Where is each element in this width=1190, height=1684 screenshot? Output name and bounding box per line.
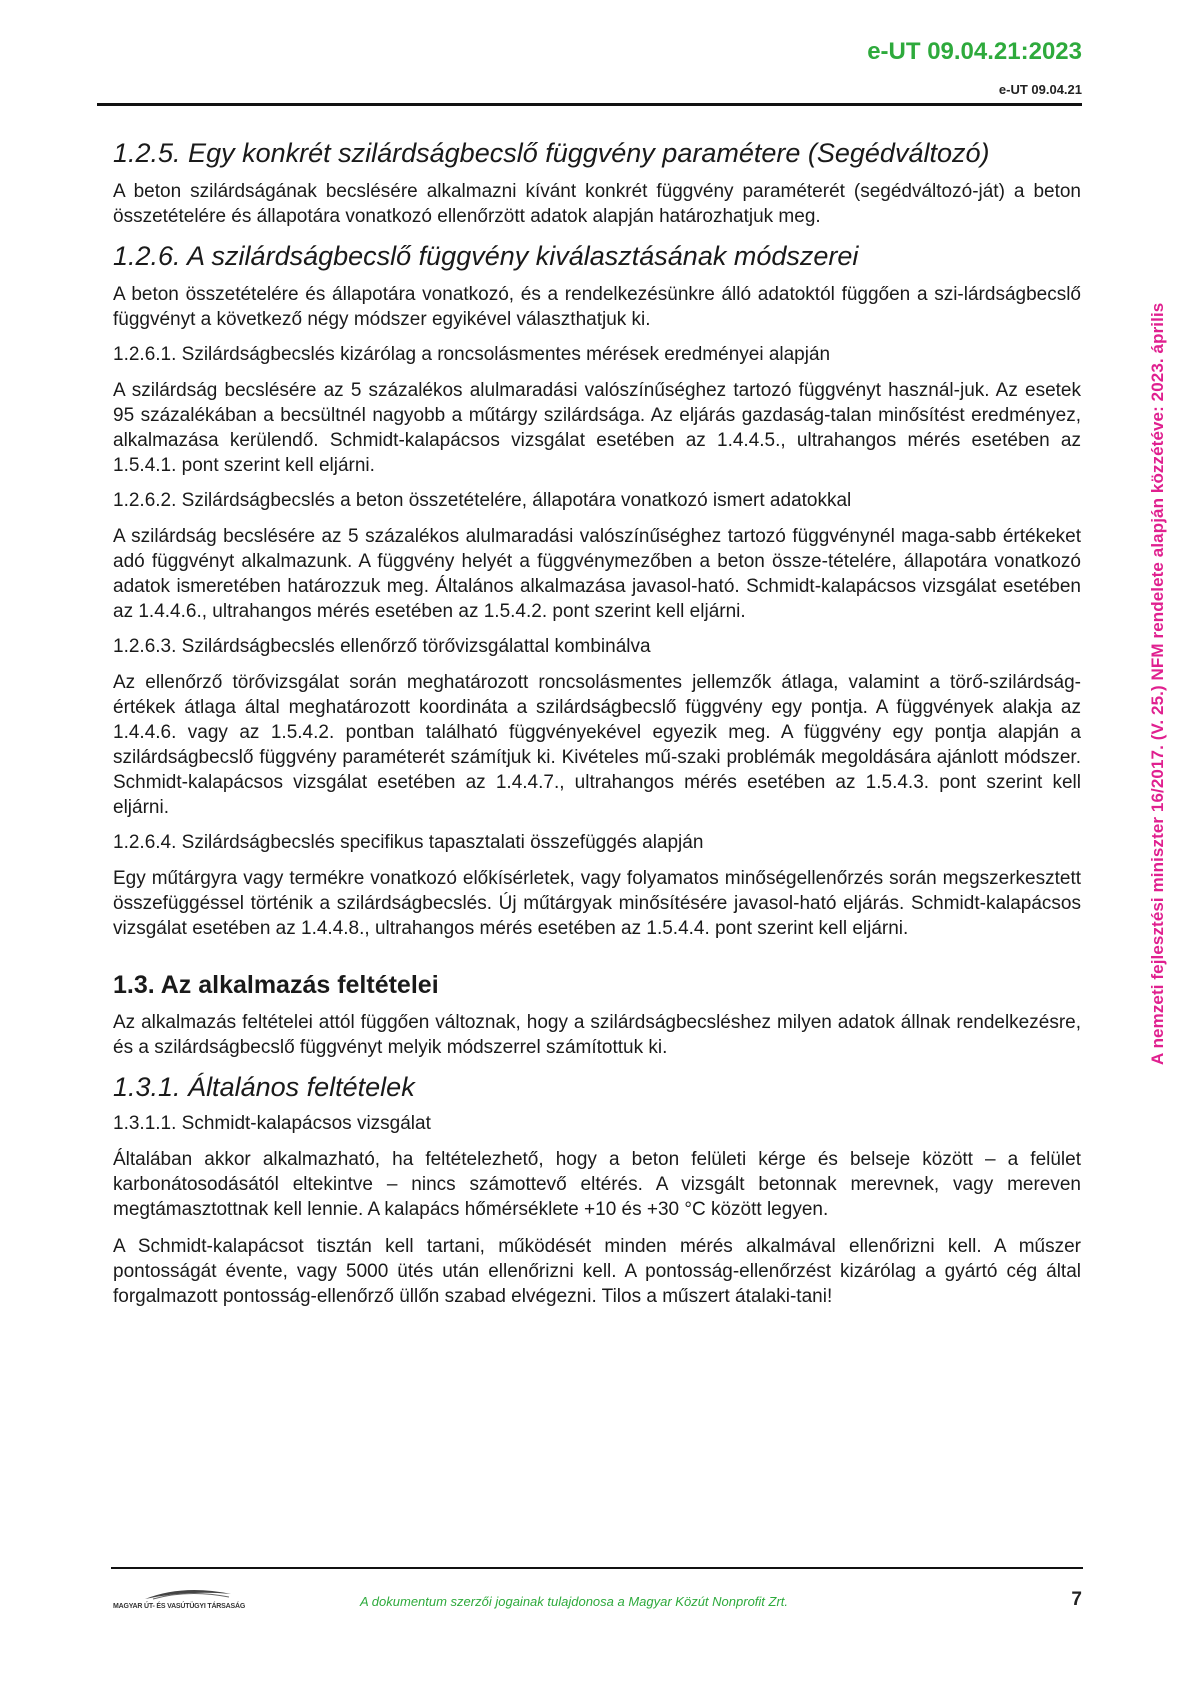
section-1-3-1-1-paragraph-2: A Schmidt-kalapácsot tisztán kell tartani, működését minden mérés alkalmával ellenőrizni kell. A műszer pontosságát évente, vagy 5000 ütés után ellenőrizni kell. A pontosság-ellenőrzést kizárólag a gyártó cég által forgalmazott pontosság-ellenőrző üllőn szabad elvégezni. Tilos a műszert átalaki-tani! xyxy=(113,1236,1081,1307)
section-1-2-6-1-paragraph: A szilárdság becslésére az 5 százalékos alulmaradási valószínűséghez tartozó függvényt használ-juk. Az esetek 95 százalékában a becsültnél nagyobb a műtárgy szilárdsága. Az eljárás gazdaság-talan minősítést eredményez, alkalmazása kerülendő. Schmidt-kalapácsos vizsgálat esetében az 1.4.4.5., ultrahangos mérés esetében az 1.5.4.1. pont szerint kell eljárni. xyxy=(113,380,1081,476)
section-1-2-6-title: 1.2.6. A szilárdságbecslő függvény kiválasztásának módszerei xyxy=(113,241,859,271)
footer-logo xyxy=(113,1588,263,1616)
section-1-3-1-1-paragraph-1: Általában akkor alkalmazható, ha feltételezhető, hogy a beton felületi kérge és belseje között – a felület karbonátosodásától eltekintve – nincs számottevő eltérés. A vizsgált betonnak merevnek, vagy mereven megtámasztottnak kell lennie. A kalapács hőmérséklete +10 és +30 °C között legyen. xyxy=(113,1149,1081,1220)
page-number: 7 xyxy=(1071,1589,1082,1610)
section-1-2-6-paragraph: A beton összetételére és állapotára vonatkozó, és a rendelkezésünkre álló adatoktól függően a szi-lárdságbecslő függvényt a következő négy módszer egyikével választhatjuk ki. xyxy=(113,284,1081,330)
footer-copyright: A dokumentum szerzői jogainak tulajdonosa a Magyar Közút Nonprofit Zrt. xyxy=(360,1594,789,1609)
header-rule xyxy=(97,103,1082,106)
section-1-2-6-3-title: 1.2.6.3. Szilárdságbecslés ellenőrző törővizsgálattal kombinálva xyxy=(113,636,651,657)
doc-code-small: e-UT 09.04.21 xyxy=(998,82,1082,97)
page-content xyxy=(113,138,1081,1321)
section-1-2-6-2-paragraph: A szilárdság becslésére az 5 százalékos alulmaradási valószínűséghez tartozó függvénynél maga-sabb értékeket adó függvényt alkalmazunk. A függvény helyét a függvénymezőben a beton össze-tételére, állapotára vonatkozó adatok ismeretében határozzuk meg. Általános alkalmazása javasol-ható. Schmidt-kalapácsos vizsgálat esetében az 1.4.4.6., ultrahangos mérés esetében az 1.5.4.2. pont szerint kell eljárni. xyxy=(113,526,1081,622)
section-1-2-6-2-title: 1.2.6.2. Szilárdságbecslés a beton összetételére, állapotára vonatkozó ismert adatokkal xyxy=(113,490,852,511)
section-1-3-1-1-title: 1.3.1.1. Schmidt-kalapácsos vizsgálat xyxy=(113,1113,431,1134)
society-logo-icon xyxy=(143,1588,233,1600)
side-publication-notice: A nemzeti fejlesztési miniszter 16/2017. (V. 25.) NFM rendelete alapján közzétéve: 2023. április xyxy=(1148,302,1167,1065)
section-1-3-title: 1.3. Az alkalmazás feltételei xyxy=(113,971,439,999)
section-1-2-5-title: 1.2.5. Egy konkrét szilárdságbecslő függvény paramétere (Segédváltozó) xyxy=(113,138,990,168)
section-1-2-6-3-paragraph: Az ellenőrző törővizsgálat során meghatározott roncsolásmentes jellemzők átlaga, valamint a törő-szilárdság-értékek átlaga által meghatározott koordináta a szilárdságbecslő függvény egy pontja. A függvények alakja az 1.4.4.6. vagy az 1.5.4.2. pontban található függvényekével egyezik meg. A függvény egy pontja alapján a szilárdságbecslő függvény paraméterét számítjuk ki. Kivételes mű-szaki problémák megoldására ajánlott módszer. Schmidt-kalapácsos vizsgálat esetében az 1.4.4.7., ultrahangos mérés esetében az 1.5.4.3. pont szerint kell eljárni. xyxy=(113,672,1081,818)
section-1-2-6-4-title: 1.2.6.4. Szilárdságbecslés specifikus tapasztalati összefüggés alapján xyxy=(113,832,704,853)
doc-code: e-UT 09.04.21:2023 xyxy=(867,38,1082,65)
section-1-2-5-paragraph: A beton szilárdságának becslésére alkalmazni kívánt konkrét függvény paraméterét (segédváltozó-ját) a beton összetételére és állapotára vonatkozó ellenőrzött adatok alapján határozhatjuk meg. xyxy=(113,181,1081,227)
section-1-2-6-1-title: 1.2.6.1. Szilárdságbecslés kizárólag a roncsolásmentes mérések eredményei alapján xyxy=(113,344,831,365)
section-1-3-paragraph: Az alkalmazás feltételei attól függően változnak, hogy a szilárdságbecsléshez milyen adatok állnak rendelkezésre, és a szilárdságbecslő függvényt melyik módszerrel számítottuk ki. xyxy=(113,1012,1081,1058)
section-1-3-1-title: 1.3.1. Általános feltételek xyxy=(113,1072,415,1102)
footer-rule xyxy=(111,1567,1083,1569)
section-1-2-6-4-paragraph: Egy műtárgyra vagy termékre vonatkozó előkísérletek, vagy folyamatos minőségellenőrzés során megszerkesztett összefüggéssel történik a szilárdságbecslés. Új műtárgyak minősítésére javasol-ható eljárás. Schmidt-kalapácsos vizsgálat esetében az 1.4.4.8., ultrahangos mérés esetében az 1.5.4.4. pont szerint kell eljárni. xyxy=(113,868,1081,939)
logo-text: MAGYAR ÚT- ÉS VASÚTÜGYI TÁRSASÁG xyxy=(113,1603,246,1610)
